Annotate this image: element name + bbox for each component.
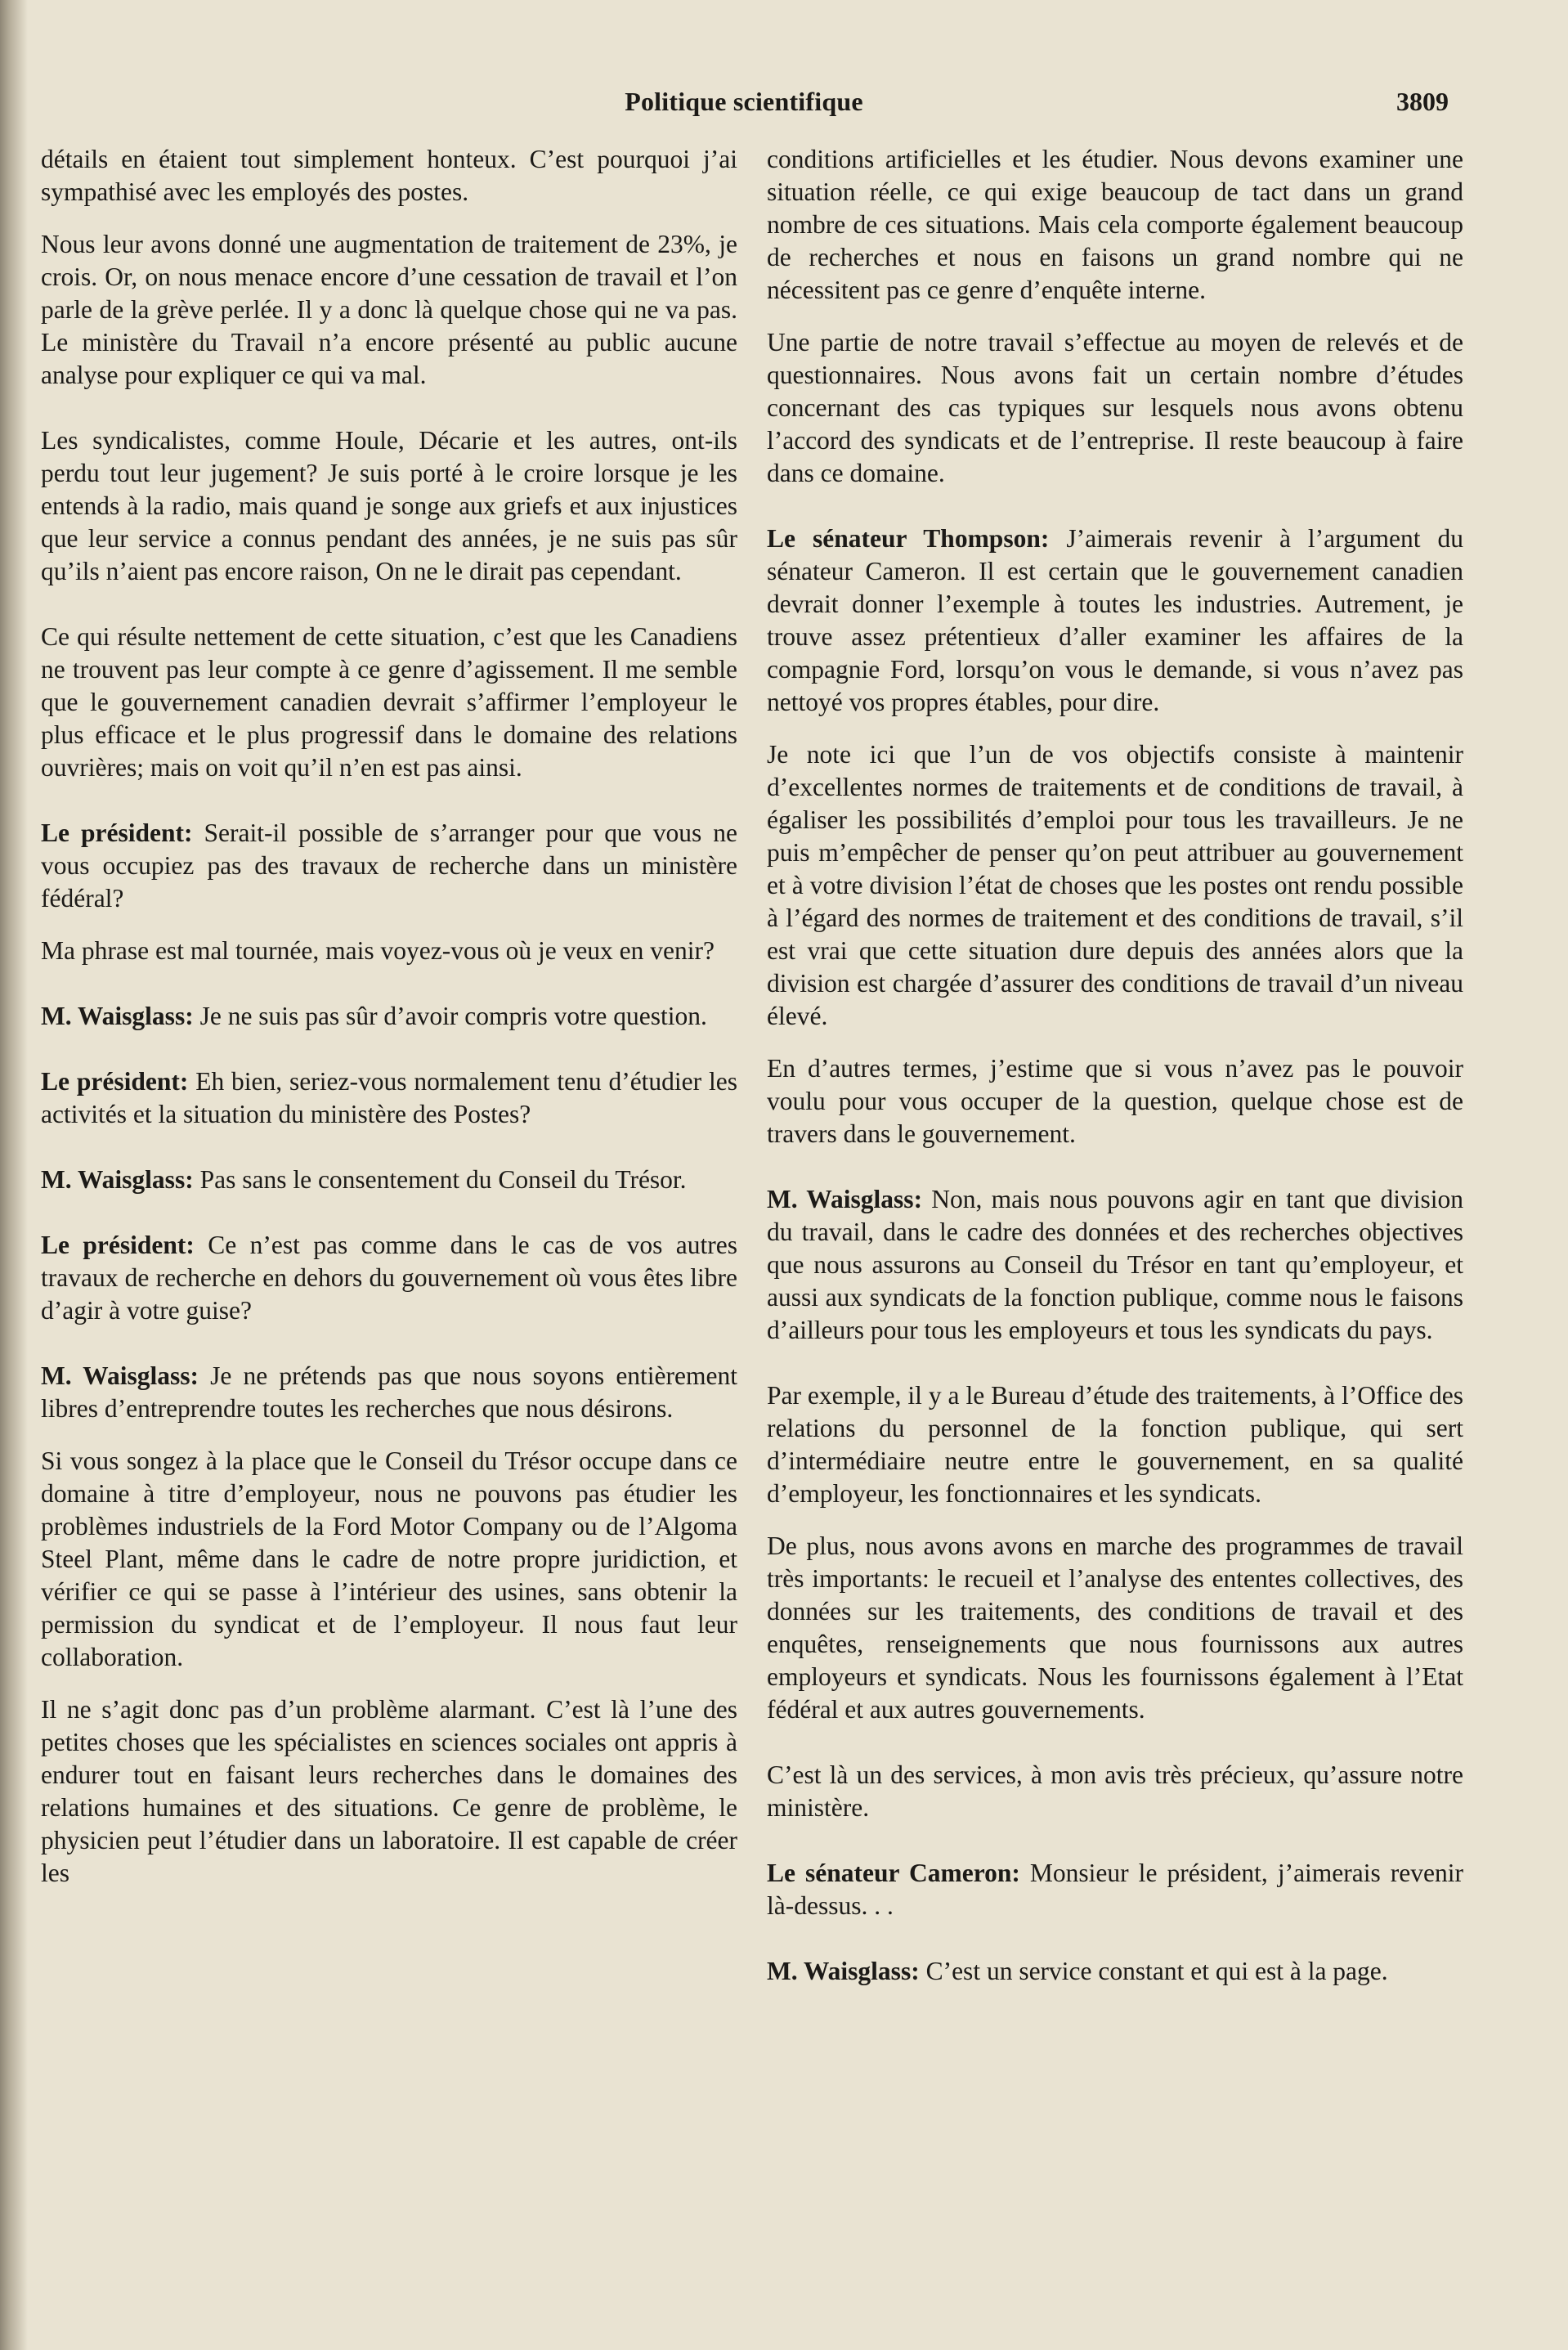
paragraph (767, 326, 1463, 490)
speaker-name: Le président: (41, 818, 193, 847)
paragraph-text: détails en étaient tout simplement honteux. C’est pourquoi j’ai sympathisé avec les employés des postes. (41, 145, 737, 206)
paragraph (767, 1379, 1463, 1510)
speaker-name: Le président: (41, 1231, 195, 1259)
speaker-name: Le sénateur Cameron: (767, 1859, 1020, 1887)
paragraph (41, 1164, 737, 1196)
paragraph-text: Nous leur avons donné une augmentation de traitement de 23%, je crois. Or, on nous menace encore d’une cessation de travail et l’on parle de la grève perlée. Il y a donc là quelque chose qui ne va pas. Le ministère du Travail n’a encore présenté au public aucune analyse pour expliquer ce qui va mal. (41, 230, 737, 389)
paragraph-text: Une partie de notre travail s’effectue au moyen de relevés et de questionnaires. Nous avons fait un certain nombre d’études concernant des cas typiques sur lesquels nous avons obtenu l’accord des syndicats et de l’entreprise. Il reste beaucoup à faire dans ce domaine. (767, 328, 1463, 487)
speaker-name: M. Waisglass: (41, 1361, 199, 1390)
paragraph (767, 1530, 1463, 1726)
paragraph (41, 621, 737, 784)
paragraph (41, 1229, 737, 1327)
paragraph-text: Les syndicalistes, comme Houle, Décarie et les autres, ont-ils perdu tout leur jugement? Je suis porté à le croire lorsque je les entends à la radio, mais quand je songe aux griefs et aux injustices que leur service a connus pendant des années, je ne suis pas sûr qu’ils n’aient pas encore raison, On ne le dirait pas cependant. (41, 426, 737, 585)
paragraph (41, 1360, 737, 1425)
speaker-name: Le sénateur Thompson: (767, 524, 1050, 553)
paragraph-text: Ma phrase est mal tournée, mais voyez-vous où je veux en venir? (41, 936, 715, 965)
right-column (767, 143, 1463, 2007)
paragraph-text: Non, mais nous pouvons agir en tant que division du travail, dans le cadre des données et des recherches objectives que nous assurons au Conseil du Trésor en tant qu’employeur, et aussi aux syndicats de la fonction publique, comme nous le faisons d’ailleurs pour tous les employeurs et tous les syndicats du pays. (767, 1185, 1463, 1344)
paragraph (767, 1052, 1463, 1150)
paragraph-text: Ce qui résulte nettement de cette situation, c’est que les Canadiens ne trouvent pas leur compte à ce genre d’agissement. Il me semble que le gouvernement canadien devrait s’affirmer l’employeur le plus efficace et le plus progressif dans le domaine des relations ouvrières; mais on voit qu’il n’en est pas ainsi. (41, 622, 737, 782)
paragraph-text: C’est là un des services, à mon avis très précieux, qu’assure notre ministère. (767, 1760, 1463, 1822)
paragraph-text: Il ne s’agit donc pas d’un problème alarmant. C’est là l’une des petites choses que les spécialistes en sciences sociales ont appris à endurer tout en faisant leurs recherches dans le domaines des relations humaines et des situations. Ce genre de problème, le physicien peut l’étudier dans un laboratoire. Il est capable de créer les (41, 1695, 737, 1887)
paragraph (41, 1693, 737, 1890)
paragraph (767, 143, 1463, 307)
paragraph-text: De plus, nous avons avons en marche des programmes de travail très importants: le recueil et l’analyse des ententes collectives, des données sur les traitements, des conditions de travail et des enquêtes, renseignements que nous fournissons aux autres employeurs et syndicats. Nous les fournissons également à l’Etat fédéral et aux autres gouvernements. (767, 1532, 1463, 1724)
paragraph (767, 1759, 1463, 1824)
paragraph (41, 228, 737, 392)
paragraph-text: C’est un service constant et qui est à la page. (919, 1957, 1388, 1985)
paragraph (41, 143, 737, 209)
paragraph-text: conditions artificielles et les étudier. Nous devons examiner une situation réelle, ce qui exige beaucoup de tact dans un grand nombre de ces situations. Mais cela comporte également beaucoup de recherches et nous en faisons un grand nombre qui ne nécessitent pas ce genre d’enquête interne. (767, 145, 1463, 304)
paragraph (767, 522, 1463, 719)
binding-gutter (0, 0, 28, 2350)
paragraph (767, 1955, 1463, 1988)
left-column (41, 143, 737, 1909)
paragraph-text: Serait-il possible de s’arranger pour que vous ne vous occupiez pas des travaux de recherche dans un ministère fédéral? (41, 818, 738, 913)
paragraph (41, 1000, 737, 1033)
paragraph-text: Ce n’est pas comme dans le cas de vos autres travaux de recherche en dehors du gouvernement où vous êtes libre d’agir à votre guise? (41, 1231, 738, 1325)
paragraph (41, 817, 737, 915)
paragraph-text: Je note ici que l’un de vos objectifs consiste à maintenir d’excellentes normes de traitements et de conditions de travail, à égaliser les possibilités d’emploi pour tous les travailleurs. Je ne puis m’empêcher de penser qu’on peut attribuer au gouvernement et à votre division l’état de choses que les postes ont rendu possible à l’égard des normes de traitement et des conditions de travail, s’il est vrai que cette situation dure depuis des années alors que la division est chargée d’assurer des conditions de travail d’un niveau élevé. (767, 740, 1463, 1030)
paragraph (767, 1857, 1463, 1922)
speaker-name: M. Waisglass: (41, 1165, 194, 1194)
paragraph-text: Monsieur le président, j’aimerais revenir là-dessus. . . (767, 1859, 1463, 1920)
paragraph-text: Pas sans le consentement du Conseil du Trésor. (193, 1165, 687, 1194)
paragraph (41, 1065, 737, 1131)
page-header (0, 82, 1568, 123)
speaker-name: M. Waisglass: (41, 1002, 194, 1030)
speaker-name: Le président: (41, 1067, 189, 1096)
paragraph (41, 1445, 737, 1674)
paragraph (41, 424, 737, 588)
paragraph-text: Eh bien, seriez-vous normalement tenu d’étudier les activités et la situation du ministère des Postes? (41, 1067, 737, 1128)
paragraph-text: Si vous songez à la place que le Conseil du Trésor occupe dans ce domaine à titre d’employeur, nous ne pouvons pas étudier les problèmes industriels de la Ford Motor Company ou de l’Algoma Steel Plant, même dans le cadre de notre propre juridiction, et vérifier ce qui se passe à l’intérieur des usines, sans obtenir la permission du syndicat et de l’employeur. Il nous faut leur collaboration. (41, 1446, 737, 1671)
paragraph-text: En d’autres termes, j’estime que si vous n’avez pas le pouvoir voulu pour vous occuper de la question, quelque chose est de travers dans le gouvernement. (767, 1054, 1463, 1148)
speaker-name: M. Waisglass: (767, 1957, 920, 1985)
running-title: Politique scientifique (625, 87, 863, 116)
speaker-name: M. Waisglass: (767, 1185, 923, 1213)
paragraph (767, 1183, 1463, 1347)
page-number: 3809 (1396, 87, 1449, 116)
paragraph-text: J’aimerais revenir à l’argument du sénateur Cameron. Il est certain que le gouvernement canadien devrait donner l’exemple à toutes les industries. Autrement, je trouve assez prétentieux d’aller examiner les affaires de la compagnie Ford, lorsqu’on vous le demande, si vous n’avez pas nettoyé vos propres étables, pour dire. (767, 524, 1464, 716)
paragraph (767, 738, 1463, 1033)
paragraph (41, 935, 737, 967)
paragraph-text: Je ne prétends pas que nous soyons entièrement libres d’entreprendre toutes les recherches que nous désirons. (41, 1361, 737, 1423)
paragraph-text: Par exemple, il y a le Bureau d’étude des traitements, à l’Office des relations du personnel de la fonction publique, qui sert d’intermédiaire neutre entre le gouvernement, en sa qualité d’employeur, les fonctionnaires et les syndicats. (767, 1381, 1463, 1508)
paragraph-text: Je ne suis pas sûr d’avoir compris votre question. (193, 1002, 707, 1030)
